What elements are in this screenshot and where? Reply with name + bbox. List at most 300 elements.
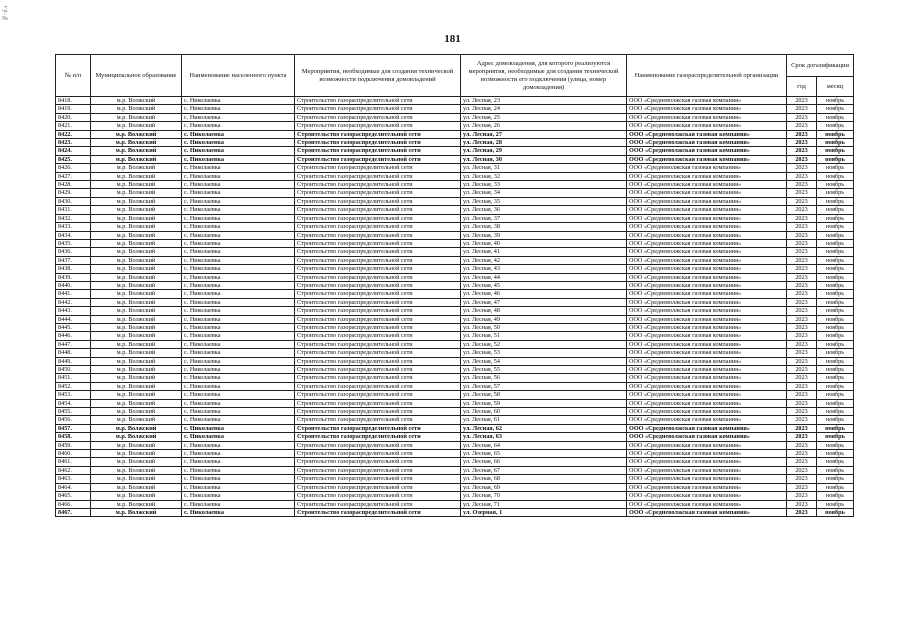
row-municipality: м.р. Волжский (91, 206, 182, 214)
row-municipality: м.р. Волжский (91, 248, 182, 256)
row-number: 8457. (56, 424, 91, 432)
row-number: 8455. (56, 408, 91, 416)
header-locality: Наименование населенного пункта (182, 55, 295, 97)
row-year: 2023 (787, 424, 817, 432)
row-organization: ООО «Средневолжская газовая компания» (627, 206, 787, 214)
row-number: 8452. (56, 382, 91, 390)
row-number: 8462. (56, 466, 91, 474)
row-locality: с. Николаевка (182, 223, 295, 231)
row-year: 2023 (787, 399, 817, 407)
table-row (56, 139, 854, 147)
table-row (56, 256, 854, 264)
table-row (56, 164, 854, 172)
table-row (56, 290, 854, 298)
row-activity: Строительство газораспределительной сети (295, 374, 461, 382)
row-activity: Строительство газораспределительной сети (295, 265, 461, 273)
row-number: 8453. (56, 391, 91, 399)
row-locality: с. Николаевка (182, 122, 295, 130)
row-address: ул. Лесная, 51 (461, 332, 627, 340)
header-num: № п/п (56, 55, 91, 97)
row-month: ноябрь (817, 181, 854, 189)
row-organization: ООО «Средневолжская газовая компания» (627, 189, 787, 197)
row-number: 8454. (56, 399, 91, 407)
row-month: ноябрь (817, 408, 854, 416)
row-month: ноябрь (817, 416, 854, 424)
row-month: ноябрь (817, 366, 854, 374)
row-number: 8434. (56, 231, 91, 239)
row-organization: ООО «Средневолжская газовая компания» (627, 366, 787, 374)
row-activity: Строительство газораспределительной сети (295, 408, 461, 416)
row-month: ноябрь (817, 172, 854, 180)
row-locality: с. Николаевка (182, 483, 295, 491)
row-number: 8467. (56, 508, 91, 516)
table-row (56, 172, 854, 180)
table-row (56, 323, 854, 331)
row-activity: Строительство газораспределительной сети (295, 214, 461, 222)
row-year: 2023 (787, 231, 817, 239)
row-year: 2023 (787, 458, 817, 466)
row-year: 2023 (787, 349, 817, 357)
row-month: ноябрь (817, 265, 854, 273)
table-row (56, 416, 854, 424)
row-year: 2023 (787, 391, 817, 399)
row-number: 8428. (56, 181, 91, 189)
row-month: ноябрь (817, 248, 854, 256)
row-address: ул. Лесная, 50 (461, 323, 627, 331)
row-address: ул. Лесная, 59 (461, 399, 627, 407)
row-year: 2023 (787, 248, 817, 256)
row-locality: с. Николаевка (182, 206, 295, 214)
row-organization: ООО «Средневолжская газовая компания» (627, 332, 787, 340)
row-number: 8427. (56, 172, 91, 180)
row-locality: с. Николаевка (182, 366, 295, 374)
row-municipality: м.р. Волжский (91, 214, 182, 222)
row-address: ул. Озерная, 1 (461, 508, 627, 516)
row-number: 8419. (56, 105, 91, 113)
row-month: ноябрь (817, 433, 854, 441)
table-row (56, 450, 854, 458)
row-year: 2023 (787, 147, 817, 155)
row-address: ул. Лесная, 49 (461, 315, 627, 323)
row-municipality: м.р. Волжский (91, 113, 182, 121)
row-address: ул. Лесная, 40 (461, 239, 627, 247)
row-month: ноябрь (817, 147, 854, 155)
row-number: 8440. (56, 281, 91, 289)
table-row (56, 130, 854, 138)
row-organization: ООО «Средневолжская газовая компания» (627, 433, 787, 441)
row-month: ноябрь (817, 298, 854, 306)
row-activity: Строительство газораспределительной сети (295, 223, 461, 231)
table-row (56, 97, 854, 105)
row-address: ул. Лесная, 61 (461, 416, 627, 424)
row-locality: с. Николаевка (182, 181, 295, 189)
row-address: ул. Лесная, 38 (461, 223, 627, 231)
row-month: ноябрь (817, 273, 854, 281)
row-month: ноябрь (817, 424, 854, 432)
table-row (56, 458, 854, 466)
row-number: 8449. (56, 357, 91, 365)
row-municipality: м.р. Волжский (91, 391, 182, 399)
row-locality: с. Николаевка (182, 281, 295, 289)
row-number: 8464. (56, 483, 91, 491)
table-row (56, 214, 854, 222)
table-row (56, 466, 854, 474)
row-municipality: м.р. Волжский (91, 281, 182, 289)
row-activity: Строительство газораспределительной сети (295, 307, 461, 315)
row-number: 8421. (56, 122, 91, 130)
row-month: ноябрь (817, 290, 854, 298)
table-row (56, 340, 854, 348)
row-address: ул. Лесная, 48 (461, 307, 627, 315)
row-address: ул. Лесная, 66 (461, 458, 627, 466)
row-year: 2023 (787, 105, 817, 113)
row-organization: ООО «Средневолжская газовая компания» (627, 155, 787, 163)
row-activity: Строительство газораспределительной сети (295, 399, 461, 407)
row-municipality: м.р. Волжский (91, 265, 182, 273)
row-year: 2023 (787, 181, 817, 189)
row-address: ул. Лесная, 54 (461, 357, 627, 365)
row-month: ноябрь (817, 382, 854, 390)
row-organization: ООО «Средневолжская газовая компания» (627, 172, 787, 180)
row-organization: ООО «Средневолжская газовая компания» (627, 382, 787, 390)
row-municipality: м.р. Волжский (91, 366, 182, 374)
row-locality: с. Николаевка (182, 441, 295, 449)
row-number: 8432. (56, 214, 91, 222)
row-month: ноябрь (817, 113, 854, 121)
row-address: ул. Лесная, 44 (461, 273, 627, 281)
row-activity: Строительство газораспределительной сети (295, 105, 461, 113)
row-activity: Строительство газораспределительной сети (295, 139, 461, 147)
row-address: ул. Лесная, 46 (461, 290, 627, 298)
row-month: ноябрь (817, 441, 854, 449)
row-address: ул. Лесная, 68 (461, 475, 627, 483)
row-organization: ООО «Средневолжская газовая компания» (627, 130, 787, 138)
row-number: 8431. (56, 206, 91, 214)
row-number: 8463. (56, 475, 91, 483)
row-address: ул. Лесная, 71 (461, 500, 627, 508)
row-address: ул. Лесная, 57 (461, 382, 627, 390)
row-organization: ООО «Средневолжская газовая компания» (627, 492, 787, 500)
margin-mark: гр.№ (2, 6, 8, 23)
row-activity: Строительство газораспределительной сети (295, 290, 461, 298)
row-organization: ООО «Средневолжская газовая компания» (627, 273, 787, 281)
row-municipality: м.р. Волжский (91, 450, 182, 458)
row-municipality: м.р. Волжский (91, 374, 182, 382)
row-municipality: м.р. Волжский (91, 139, 182, 147)
row-locality: с. Николаевка (182, 139, 295, 147)
row-address: ул. Лесная, 24 (461, 105, 627, 113)
row-number: 8438. (56, 265, 91, 273)
table-row (56, 273, 854, 281)
row-organization: ООО «Средневолжская газовая компания» (627, 223, 787, 231)
row-activity: Строительство газораспределительной сети (295, 450, 461, 458)
row-month: ноябрь (817, 458, 854, 466)
row-address: ул. Лесная, 67 (461, 466, 627, 474)
row-activity: Строительство газораспределительной сети (295, 113, 461, 121)
row-municipality: м.р. Волжский (91, 500, 182, 508)
table-row (56, 197, 854, 205)
row-locality: с. Николаевка (182, 273, 295, 281)
row-number: 8435. (56, 239, 91, 247)
table-row (56, 399, 854, 407)
row-year: 2023 (787, 500, 817, 508)
row-year: 2023 (787, 332, 817, 340)
row-locality: с. Николаевка (182, 466, 295, 474)
table-row (56, 475, 854, 483)
row-activity: Строительство газораспределительной сети (295, 206, 461, 214)
row-number: 8459. (56, 441, 91, 449)
row-organization: ООО «Средневолжская газовая компания» (627, 357, 787, 365)
row-month: ноябрь (817, 164, 854, 172)
row-address: ул. Лесная, 58 (461, 391, 627, 399)
row-month: ноябрь (817, 231, 854, 239)
table-row (56, 349, 854, 357)
row-activity: Строительство газораспределительной сети (295, 475, 461, 483)
row-number: 8466. (56, 500, 91, 508)
row-municipality: м.р. Волжский (91, 399, 182, 407)
row-month: ноябрь (817, 450, 854, 458)
row-number: 8422. (56, 130, 91, 138)
row-number: 8441. (56, 290, 91, 298)
row-year: 2023 (787, 172, 817, 180)
row-locality: с. Николаевка (182, 164, 295, 172)
row-month: ноябрь (817, 239, 854, 247)
row-activity: Строительство газораспределительной сети (295, 424, 461, 432)
row-address: ул. Лесная, 63 (461, 433, 627, 441)
row-municipality: м.р. Волжский (91, 357, 182, 365)
row-activity: Строительство газораспределительной сети (295, 97, 461, 105)
row-address: ул. Лесная, 37 (461, 214, 627, 222)
row-activity: Строительство газораспределительной сети (295, 349, 461, 357)
row-year: 2023 (787, 189, 817, 197)
row-year: 2023 (787, 408, 817, 416)
row-organization: ООО «Средневолжская газовая компания» (627, 256, 787, 264)
row-address: ул. Лесная, 30 (461, 155, 627, 163)
row-locality: с. Николаевка (182, 315, 295, 323)
row-organization: ООО «Средневолжская газовая компания» (627, 113, 787, 121)
row-municipality: м.р. Волжский (91, 475, 182, 483)
row-locality: с. Николаевка (182, 298, 295, 306)
row-month: ноябрь (817, 323, 854, 331)
row-municipality: м.р. Волжский (91, 307, 182, 315)
row-address: ул. Лесная, 27 (461, 130, 627, 138)
row-municipality: м.р. Волжский (91, 197, 182, 205)
row-activity: Строительство газораспределительной сети (295, 189, 461, 197)
row-activity: Строительство газораспределительной сети (295, 391, 461, 399)
table-row (56, 382, 854, 390)
table-row (56, 424, 854, 432)
row-address: ул. Лесная, 35 (461, 197, 627, 205)
row-municipality: м.р. Волжский (91, 122, 182, 130)
table-row (56, 315, 854, 323)
row-locality: с. Николаевка (182, 391, 295, 399)
row-month: ноябрь (817, 391, 854, 399)
row-locality: с. Николаевка (182, 172, 295, 180)
row-organization: ООО «Средневолжская газовая компания» (627, 340, 787, 348)
row-month: ноябрь (817, 500, 854, 508)
row-activity: Строительство газораспределительной сети (295, 147, 461, 155)
row-activity: Строительство газораспределительной сети (295, 357, 461, 365)
row-number: 8460. (56, 450, 91, 458)
row-activity: Строительство газораспределительной сети (295, 416, 461, 424)
row-municipality: м.р. Волжский (91, 105, 182, 113)
row-municipality: м.р. Волжский (91, 256, 182, 264)
row-activity: Строительство газораспределительной сети (295, 500, 461, 508)
row-locality: с. Николаевка (182, 357, 295, 365)
table-row (56, 366, 854, 374)
row-organization: ООО «Средневолжская газовая компания» (627, 97, 787, 105)
table-row (56, 281, 854, 289)
row-year: 2023 (787, 239, 817, 247)
row-address: ул. Лесная, 60 (461, 408, 627, 416)
row-address: ул. Лесная, 34 (461, 189, 627, 197)
row-year: 2023 (787, 155, 817, 163)
row-year: 2023 (787, 290, 817, 298)
table-row (56, 433, 854, 441)
table-row (56, 181, 854, 189)
row-number: 8437. (56, 256, 91, 264)
row-month: ноябрь (817, 223, 854, 231)
row-activity: Строительство газораспределительной сети (295, 172, 461, 180)
row-municipality: м.р. Волжский (91, 223, 182, 231)
row-locality: с. Николаевка (182, 433, 295, 441)
row-municipality: м.р. Волжский (91, 332, 182, 340)
row-activity: Строительство газораспределительной сети (295, 458, 461, 466)
page-number: 181 (444, 33, 461, 45)
row-month: ноябрь (817, 357, 854, 365)
row-number: 8420. (56, 113, 91, 121)
table-row (56, 500, 854, 508)
row-organization: ООО «Средневолжская газовая компания» (627, 248, 787, 256)
row-organization: ООО «Средневолжская газовая компания» (627, 349, 787, 357)
table-row (56, 155, 854, 163)
row-organization: ООО «Средневолжская газовая компания» (627, 315, 787, 323)
row-address: ул. Лесная, 33 (461, 181, 627, 189)
row-locality: с. Николаевка (182, 248, 295, 256)
row-organization: ООО «Средневолжская газовая компания» (627, 391, 787, 399)
row-year: 2023 (787, 265, 817, 273)
row-number: 8430. (56, 197, 91, 205)
row-year: 2023 (787, 483, 817, 491)
header-term: Срок догазификации (787, 55, 854, 77)
row-municipality: м.р. Волжский (91, 290, 182, 298)
row-municipality: м.р. Волжский (91, 340, 182, 348)
row-municipality: м.р. Волжский (91, 181, 182, 189)
row-locality: с. Николаевка (182, 197, 295, 205)
row-locality: с. Николаевка (182, 256, 295, 264)
row-activity: Строительство газораспределительной сети (295, 323, 461, 331)
table-row (56, 441, 854, 449)
row-activity: Строительство газораспределительной сети (295, 366, 461, 374)
row-month: ноябрь (817, 466, 854, 474)
row-number: 8446. (56, 332, 91, 340)
table-row (56, 298, 854, 306)
row-address: ул. Лесная, 52 (461, 340, 627, 348)
table-row (56, 231, 854, 239)
row-number: 8443. (56, 307, 91, 315)
row-month: ноябрь (817, 492, 854, 500)
header-activity: Мероприятия, необходимые для создания технической возможности подключения домовладений (295, 55, 461, 97)
row-month: ноябрь (817, 508, 854, 516)
row-locality: с. Николаевка (182, 374, 295, 382)
table-row (56, 483, 854, 491)
row-locality: с. Николаевка (182, 290, 295, 298)
row-address: ул. Лесная, 42 (461, 256, 627, 264)
row-activity: Строительство газораспределительной сети (295, 492, 461, 500)
row-month: ноябрь (817, 483, 854, 491)
row-organization: ООО «Средневолжская газовая компания» (627, 450, 787, 458)
row-locality: с. Николаевка (182, 189, 295, 197)
row-month: ноябрь (817, 399, 854, 407)
row-organization: ООО «Средневолжская газовая компания» (627, 197, 787, 205)
row-month: ноябрь (817, 340, 854, 348)
table-row (56, 189, 854, 197)
row-year: 2023 (787, 508, 817, 516)
row-organization: ООО «Средневолжская газовая компания» (627, 164, 787, 172)
row-organization: ООО «Средневолжская газовая компания» (627, 147, 787, 155)
row-year: 2023 (787, 113, 817, 121)
row-activity: Строительство газораспределительной сети (295, 298, 461, 306)
row-municipality: м.р. Волжский (91, 298, 182, 306)
row-address: ул. Лесная, 26 (461, 122, 627, 130)
table-row (56, 408, 854, 416)
row-locality: с. Николаевка (182, 424, 295, 432)
table-row (56, 105, 854, 113)
row-locality: с. Николаевка (182, 340, 295, 348)
row-year: 2023 (787, 281, 817, 289)
row-activity: Строительство газораспределительной сети (295, 315, 461, 323)
table-row (56, 122, 854, 130)
row-locality: с. Николаевка (182, 475, 295, 483)
row-organization: ООО «Средневолжская газовая компания» (627, 105, 787, 113)
row-municipality: м.р. Волжский (91, 458, 182, 466)
row-organization: ООО «Средневолжская газовая компания» (627, 290, 787, 298)
row-year: 2023 (787, 214, 817, 222)
row-number: 8436. (56, 248, 91, 256)
row-organization: ООО «Средневолжская газовая компания» (627, 298, 787, 306)
row-activity: Строительство газораспределительной сети (295, 181, 461, 189)
row-month: ноябрь (817, 189, 854, 197)
row-organization: ООО «Средневолжская газовая компания» (627, 483, 787, 491)
row-number: 8418. (56, 97, 91, 105)
row-month: ноябрь (817, 374, 854, 382)
row-month: ноябрь (817, 197, 854, 205)
row-address: ул. Лесная, 65 (461, 450, 627, 458)
row-locality: с. Николаевка (182, 408, 295, 416)
row-address: ул. Лесная, 69 (461, 483, 627, 491)
row-municipality: м.р. Волжский (91, 349, 182, 357)
row-locality: с. Николаевка (182, 265, 295, 273)
row-activity: Строительство газораспределительной сети (295, 508, 461, 516)
row-municipality: м.р. Волжский (91, 441, 182, 449)
row-address: ул. Лесная, 32 (461, 172, 627, 180)
row-organization: ООО «Средневолжская газовая компания» (627, 122, 787, 130)
row-number: 8423. (56, 139, 91, 147)
row-month: ноябрь (817, 307, 854, 315)
row-locality: с. Николаевка (182, 399, 295, 407)
row-municipality: м.р. Волжский (91, 483, 182, 491)
table-row (56, 357, 854, 365)
row-locality: с. Николаевка (182, 450, 295, 458)
row-activity: Строительство газораспределительной сети (295, 122, 461, 130)
row-month: ноябрь (817, 214, 854, 222)
row-month: ноябрь (817, 122, 854, 130)
row-year: 2023 (787, 492, 817, 500)
row-locality: с. Николаевка (182, 349, 295, 357)
row-number: 8439. (56, 273, 91, 281)
row-organization: ООО «Средневолжская газовая компания» (627, 139, 787, 147)
row-organization: ООО «Средневолжская газовая компания» (627, 475, 787, 483)
